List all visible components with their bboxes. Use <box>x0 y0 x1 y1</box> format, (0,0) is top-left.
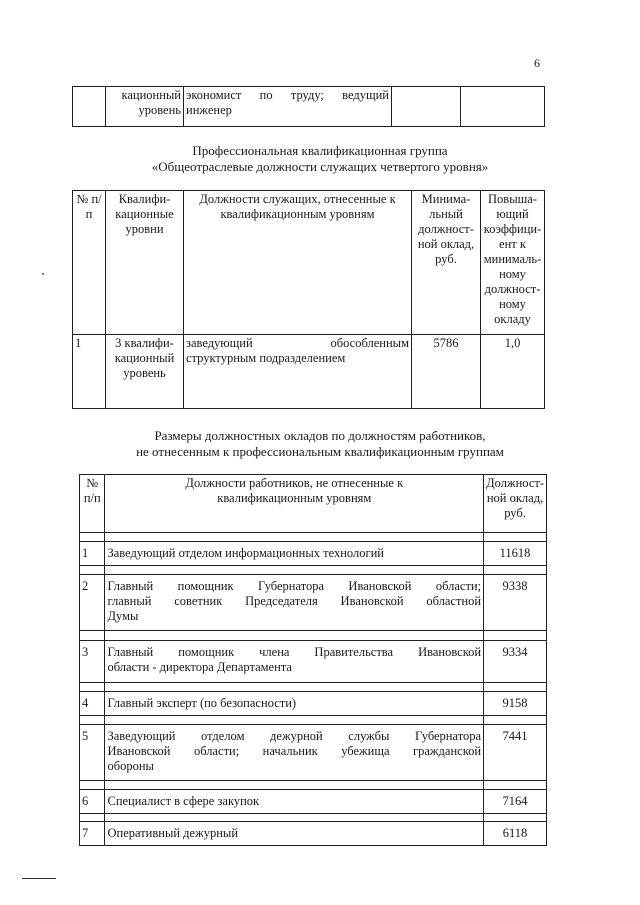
spacer-cell <box>105 631 484 641</box>
row-salary: 5786 <box>412 335 481 409</box>
row-positions <box>105 641 484 683</box>
header-salary: Минима- льный должност- ной оклад, руб. <box>412 191 481 335</box>
spacer-cell <box>105 566 484 575</box>
spacer-row <box>80 566 547 575</box>
row-salary: 9334 <box>484 641 547 683</box>
spacer-cell <box>80 533 105 542</box>
row-salary: 7441 <box>484 725 547 781</box>
header-positions: Должности служащих, отнесенные к квалификационным уровням <box>184 191 412 335</box>
spacer-cell <box>105 716 484 725</box>
group-heading-line: «Общеотраслевые должности служащих четвертого уровня» <box>151 159 489 174</box>
table-row <box>80 725 547 781</box>
positions-line: главный советник Председателя Ивановской областной <box>107 594 482 608</box>
num-cell <box>73 87 106 127</box>
row-salary: 7164 <box>484 790 547 814</box>
row-coef: 1,0 <box>481 335 545 409</box>
row-positions <box>105 692 484 716</box>
spacer-row <box>80 533 547 542</box>
spacer-cell <box>484 566 547 575</box>
scan-speck <box>42 273 44 275</box>
spacer-row <box>80 631 547 641</box>
spacer-cell <box>80 631 105 641</box>
positions-line: Главный эксперт (по безопасности) <box>107 696 297 710</box>
spacer-cell <box>80 683 105 692</box>
row-positions <box>105 725 484 781</box>
sizes-heading-line: не отнесенным к профессиональным квалификационным группам <box>136 444 504 459</box>
group-heading-line: Профессиональная квалификационная группа <box>192 143 448 158</box>
spacer-cell <box>80 716 105 725</box>
level-cell: кационный уровень <box>106 87 184 127</box>
positions-line: обороны <box>107 759 154 773</box>
row-num: 1 <box>80 542 105 566</box>
footer-rule <box>22 878 56 879</box>
table-row <box>73 335 545 409</box>
row-num: 2 <box>80 575 105 631</box>
sizes-heading <box>0 428 640 460</box>
table-row <box>80 542 547 566</box>
table-row <box>73 87 545 127</box>
spacer-cell <box>484 781 547 790</box>
positions-line: Заведующий отделом информационных технологий <box>107 546 384 560</box>
spacer-row <box>80 683 547 692</box>
row-num: 5 <box>80 725 105 781</box>
spacer-cell <box>484 683 547 692</box>
row-num: 3 <box>80 641 105 683</box>
positions-line: области - директора Департамента <box>107 660 292 674</box>
row-positions <box>105 542 484 566</box>
positions-line: Думы <box>107 609 139 623</box>
spacer-cell <box>80 781 105 790</box>
header-salary: Должност- ной оклад, руб. <box>484 475 547 533</box>
positions-line: Специалист в сфере закупок <box>107 794 260 808</box>
group-heading <box>0 143 640 175</box>
row-salary: 11618 <box>484 542 547 566</box>
spacer-cell <box>80 566 105 575</box>
top-table <box>72 86 545 127</box>
positions-line: Главный помощник Губернатора Ивановской области; <box>107 579 482 593</box>
spacer-cell <box>105 814 484 822</box>
positions-line: Главный помощник члена Правительства Ивановской <box>107 645 482 659</box>
row-positions <box>105 822 484 846</box>
row-salary: 9338 <box>484 575 547 631</box>
spacer-cell <box>105 781 484 790</box>
row-positions <box>105 575 484 631</box>
row-num: 7 <box>80 822 105 846</box>
row-salary: 9158 <box>484 692 547 716</box>
positions-line: Заведующий отделом дежурной службы Губернатора <box>107 729 482 743</box>
table-row <box>80 692 547 716</box>
row-num: 1 <box>73 335 106 409</box>
table-row <box>80 790 547 814</box>
spacer-row <box>80 716 547 725</box>
spacer-row <box>80 814 547 822</box>
header-level: Квалифи- кационные уровни <box>106 191 184 335</box>
row-level: 3 квалифи- кационный уровень <box>106 335 184 409</box>
positions-line: заведующий обособленным <box>186 336 409 350</box>
sizes-table <box>79 474 547 846</box>
table-row <box>80 822 547 846</box>
table-row <box>80 575 547 631</box>
row-positions <box>105 790 484 814</box>
row-positions <box>184 335 412 409</box>
positions-line: структурным подразделением <box>186 351 346 365</box>
header-num: № п/п <box>80 475 105 533</box>
row-num: 4 <box>80 692 105 716</box>
header-coef: Повыша- ющий коэффици- ент к минималь- ному должност- ному окладу <box>481 191 545 335</box>
positions-cell <box>184 87 392 127</box>
table-row <box>80 641 547 683</box>
spacer-row <box>80 781 547 790</box>
spacer-cell <box>484 631 547 641</box>
spacer-cell <box>80 814 105 822</box>
positions-line: Оперативный дежурный <box>107 826 239 840</box>
row-salary: 6118 <box>484 822 547 846</box>
row-num: 6 <box>80 790 105 814</box>
spacer-cell <box>484 814 547 822</box>
spacer-cell <box>484 533 547 542</box>
group-table <box>72 190 545 409</box>
header-row <box>80 475 547 533</box>
header-row <box>73 191 545 335</box>
page-number: 6 <box>534 56 540 70</box>
spacer-cell <box>105 683 484 692</box>
coef-cell <box>461 87 545 127</box>
sizes-heading-line: Размеры должностных окладов по должностям работников, <box>154 428 486 443</box>
spacer-cell <box>105 533 484 542</box>
salary-cell <box>392 87 461 127</box>
positions-line: Ивановской области; начальник убежища гражданской <box>107 744 482 758</box>
header-num: № п/п <box>73 191 106 335</box>
spacer-cell <box>484 716 547 725</box>
header-positions: Должности работников, не отнесенные к квалификационным уровням <box>105 475 484 533</box>
positions-line: инженер <box>186 103 232 117</box>
positions-line: экономист по труду; ведущий <box>186 88 389 102</box>
